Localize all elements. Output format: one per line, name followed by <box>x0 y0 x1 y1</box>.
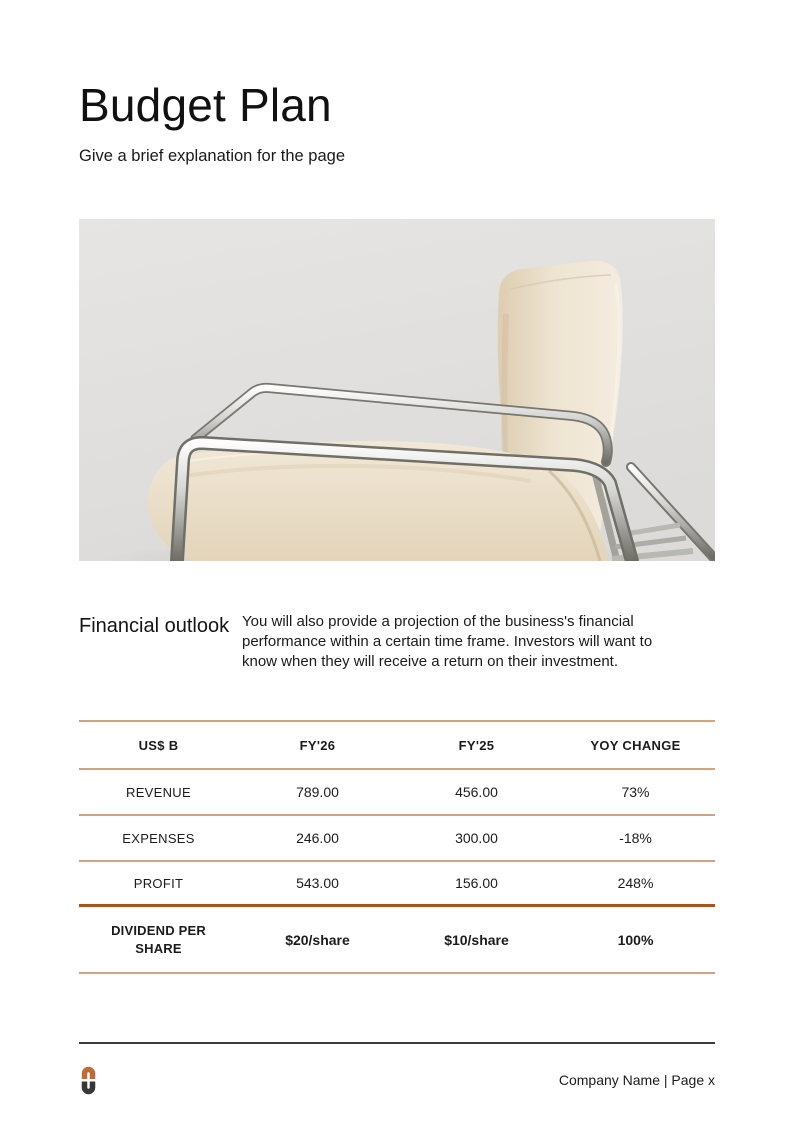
cell-fy26: 543.00 <box>296 875 339 891</box>
cell-fy25: 300.00 <box>455 830 498 846</box>
section-heading: Financial outlook <box>79 615 230 637</box>
row-label: EXPENSES <box>122 830 195 846</box>
table-row-expenses <box>79 816 715 862</box>
armchair-photo <box>79 219 715 561</box>
cell-fy26: 789.00 <box>296 784 339 800</box>
row-label: DIVIDEND PER SHARE <box>111 922 206 956</box>
cell-fy25: 456.00 <box>455 784 498 800</box>
page-subtitle: Give a brief explanation for the page <box>79 147 346 165</box>
column-header: FY'26 <box>299 737 336 753</box>
table-row-profit <box>79 862 715 907</box>
cell-yoy: 100% <box>617 931 654 948</box>
column-header: FY'25 <box>458 737 495 753</box>
cell-yoy: 248% <box>617 875 654 891</box>
page-title: Budget Plan <box>79 79 332 131</box>
chain-link-logo-icon <box>79 1064 98 1097</box>
table-header-row <box>79 722 715 770</box>
financial-outlook-section <box>79 610 715 672</box>
cell-yoy: 73% <box>621 784 650 800</box>
row-label: REVENUE <box>126 784 191 800</box>
column-header: YOY CHANGE <box>590 737 681 753</box>
cell-fy26: 246.00 <box>296 830 339 846</box>
footer-divider <box>79 1042 715 1044</box>
section-body-text: You will also provide a projection of the business's financial performance within a certain time frame. Investors will want to know when they will receive a return on their investment. <box>242 613 653 670</box>
footer-text: Company Name | Page x <box>558 1072 715 1088</box>
column-header: US$ B <box>138 737 179 753</box>
budget-table <box>79 720 715 974</box>
cell-yoy: -18% <box>619 830 652 846</box>
row-label: PROFIT <box>133 875 184 891</box>
page-footer <box>79 1060 715 1100</box>
cell-fy25: $10/share <box>444 931 509 948</box>
cell-fy26: $20/share <box>285 931 350 948</box>
table-row-revenue <box>79 770 715 816</box>
cell-fy25: 156.00 <box>455 875 498 891</box>
table-row-dividend <box>79 907 715 974</box>
